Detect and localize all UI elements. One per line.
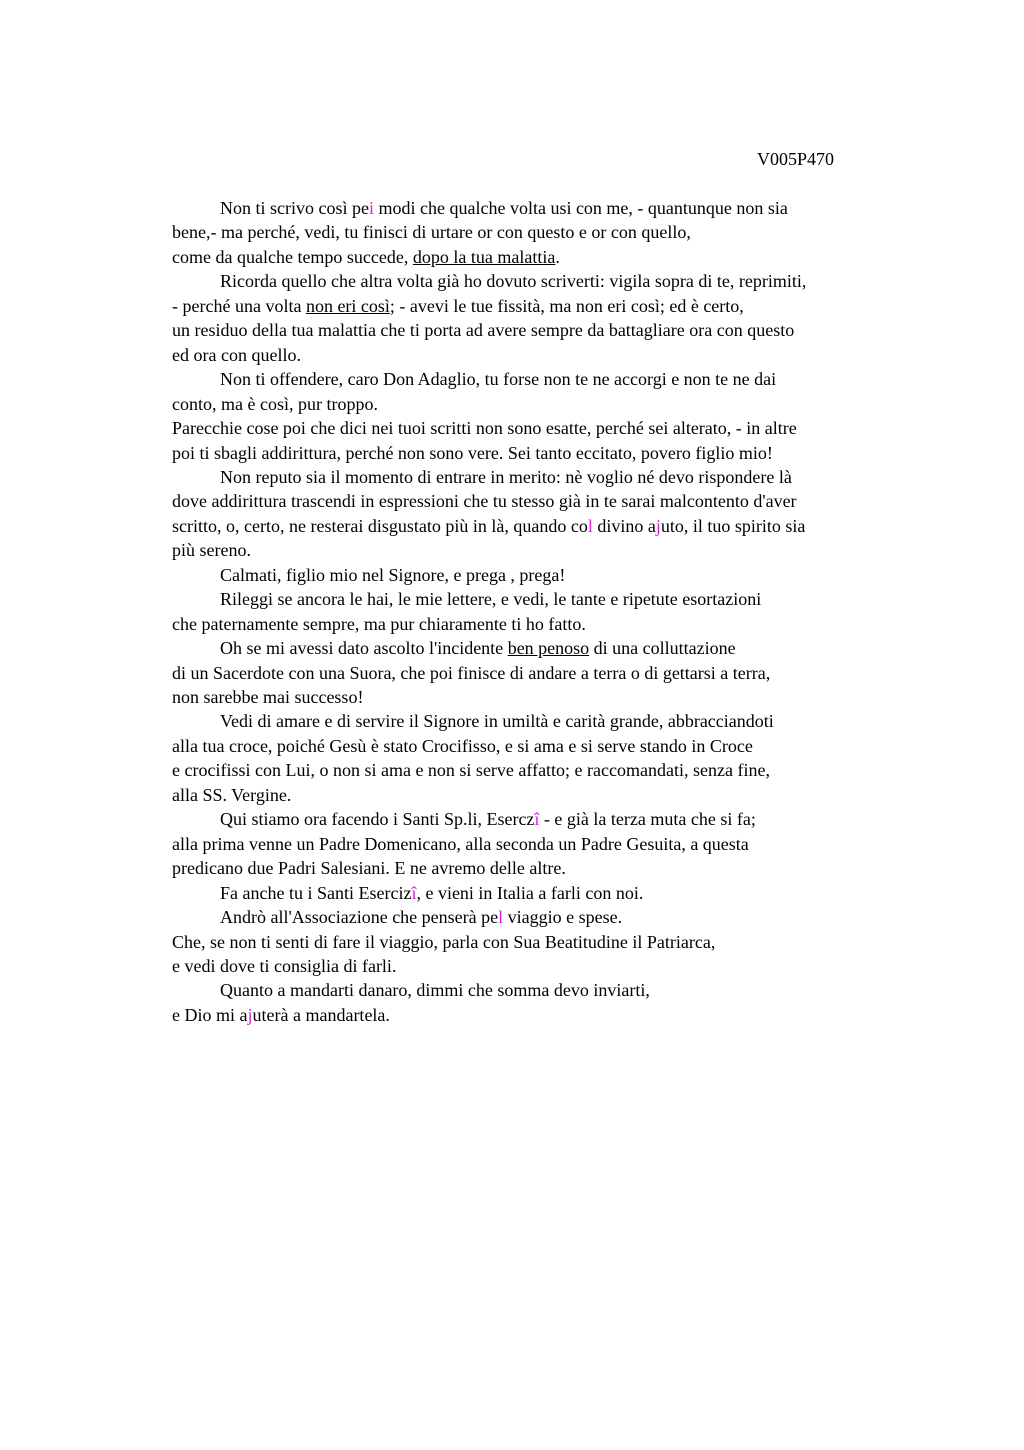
text-line — [172, 441, 773, 465]
text-segment: e vedi dove ti consiglia di farli. — [172, 955, 397, 976]
underlined-phrase: dopo la tua malattia — [412, 246, 556, 267]
text-line — [172, 832, 749, 856]
text-line — [172, 1003, 390, 1027]
text-line — [172, 220, 691, 244]
text-line — [172, 783, 291, 807]
text-segment: , e vieni in Italia a farli con noi. — [416, 882, 644, 903]
text-segment: Vedi di amare e di servire il Signore in umiltà e carità grande, abbracciandoti — [220, 711, 774, 732]
text-segment: Rileggi se ancora le hai, le mie lettere, e vedi, le tante e ripetute esortazioni — [220, 589, 762, 610]
text-line — [220, 905, 622, 929]
text-line — [220, 367, 776, 391]
text-segment: Parecchie cose poi che dici nei tuoi scritti non sono esatte, perché sei alterato, - in altre — [172, 418, 797, 439]
text-line — [220, 465, 792, 489]
text-line — [220, 881, 643, 905]
text-segment: Andrò all'Associazione che penserà pe — [220, 907, 499, 928]
text-segment: Qui stiamo ora facendo i Santi Sp.li, Esercz — [220, 809, 535, 830]
text-segment: alla tua croce, poiché Gesù è stato Crocifisso, e si ama e si serve stando in Croce — [172, 735, 753, 756]
text-line — [172, 661, 770, 685]
text-line — [172, 318, 794, 342]
text-segment: Non ti scrivo così pe — [220, 198, 369, 218]
text-line — [220, 709, 774, 733]
text-line — [172, 930, 715, 954]
highlighted-letter: l — [587, 515, 593, 536]
text-segment: di una colluttazione — [589, 638, 736, 659]
text-segment: - e già la terza muta che si fa; — [539, 809, 756, 830]
highlighted-letter: l — [498, 907, 504, 928]
text-line — [220, 563, 565, 587]
text-line — [172, 392, 378, 416]
text-segment: uterà a mandartela. — [252, 1004, 390, 1025]
text-segment: divino a — [592, 515, 656, 536]
text-segment: che paternamente sempre, ma pur chiaramente ti ho fatto. — [172, 613, 586, 634]
text-segment: viaggio e spese. — [503, 907, 623, 928]
page-id: V005P470 — [757, 149, 835, 169]
text-segment: scritto, o, certo, ne resterai disgustato più in là, quando co — [172, 515, 588, 536]
text-line — [220, 978, 650, 1002]
text-segment: più sereno. — [172, 540, 251, 561]
text-line — [172, 685, 363, 709]
text-line — [220, 269, 806, 293]
text-segment: di un Sacerdote con una Suora, che poi finisce di andare a terra o di gettarsi a terra, — [172, 662, 771, 683]
text-line — [172, 294, 744, 318]
text-line — [172, 343, 301, 367]
text-segment: uto, il tuo spirito sia — [660, 515, 806, 536]
text-line — [172, 758, 770, 782]
text-segment: Oh se mi avessi dato ascolto l'incidente — [220, 638, 508, 659]
text-segment: come da qualche tempo succede, — [172, 246, 413, 267]
text-line — [172, 514, 805, 538]
text-segment: Calmati, figlio mio nel Signore, e prega , prega! — [220, 564, 566, 585]
text-segment: modi che qualche volta usi con me, - quantunque non sia — [374, 198, 788, 218]
text-segment: dove addirittura trascendi in espressioni che tu stesso già in te sarai malcontento d'aver — [172, 491, 797, 512]
text-segment: conto, ma è così, pur troppo. — [172, 393, 378, 414]
text-segment: ; - avevi le tue fissità, ma non eri così; ed è certo, — [389, 295, 744, 316]
text-line — [220, 587, 761, 611]
text-segment: alla prima venne un Padre Domenicano, alla seconda un Padre Gesuita, a questa — [172, 833, 749, 854]
text-segment: alla SS. Vergine. — [172, 784, 292, 805]
text-line — [172, 612, 586, 636]
text-segment: Non ti offendere, caro Don Adaglio, tu forse non te ne accorgi e non te ne dai — [220, 369, 777, 390]
highlighted-letter: î — [534, 809, 540, 830]
text-segment: Che, se non ti senti di fare il viaggio, parla con Sua Beatitudine il Patriarca, — [172, 931, 716, 952]
text-segment: non sarebbe mai successo! — [172, 687, 364, 707]
text-segment: Non reputo sia il momento di entrare in merito: nè voglio né devo rispondere là — [220, 466, 792, 487]
text-segment: - perché una volta — [172, 295, 306, 316]
text-segment: Fa anche tu i Santi Eserciz — [220, 882, 412, 903]
text-segment: poi ti sbagli addirittura, perché non sono vere. Sei tanto eccitato, povero figlio mio! — [172, 442, 773, 463]
highlighted-letter: i — [368, 198, 374, 218]
highlighted-letter: j — [655, 515, 661, 536]
highlighted-letter: j — [247, 1004, 253, 1025]
text-segment: e crocifissi con Lui, o non si ama e non si serve affatto; e raccomandati, senza fine, — [172, 760, 770, 781]
text-segment: e Dio mi a — [172, 1004, 248, 1025]
text-segment: . — [555, 246, 560, 267]
text-line — [172, 538, 251, 562]
text-line — [172, 245, 560, 269]
text-segment: Ricorda quello che altra volta già ho dovuto scriverti: vigila sopra di te, reprimiti, — [220, 271, 807, 292]
underlined-phrase: non eri così — [305, 295, 390, 316]
text-segment: predicano due Padri Salesiani. E ne avremo delle altre. — [172, 858, 566, 879]
text-segment: un residuo della tua malattia che ti porta ad avere sempre da battagliare ora con questo — [172, 320, 795, 341]
text-line — [220, 636, 736, 660]
text-segment: bene,- ma perché, vedi, tu finisci di urtare or con questo e or con quello, — [172, 222, 691, 243]
text-line — [220, 196, 788, 220]
highlighted-letter: î — [411, 882, 417, 903]
text-segment: Quanto a mandarti danaro, dimmi che somma devo inviarti, — [220, 980, 650, 1001]
text-line — [172, 954, 396, 978]
text-line — [220, 807, 756, 831]
text-line — [172, 489, 797, 513]
text-segment: ed ora con quello. — [172, 344, 301, 365]
text-line — [172, 416, 797, 440]
underlined-phrase: ben penoso — [507, 638, 590, 659]
text-line — [172, 856, 566, 880]
text-line — [172, 734, 753, 758]
